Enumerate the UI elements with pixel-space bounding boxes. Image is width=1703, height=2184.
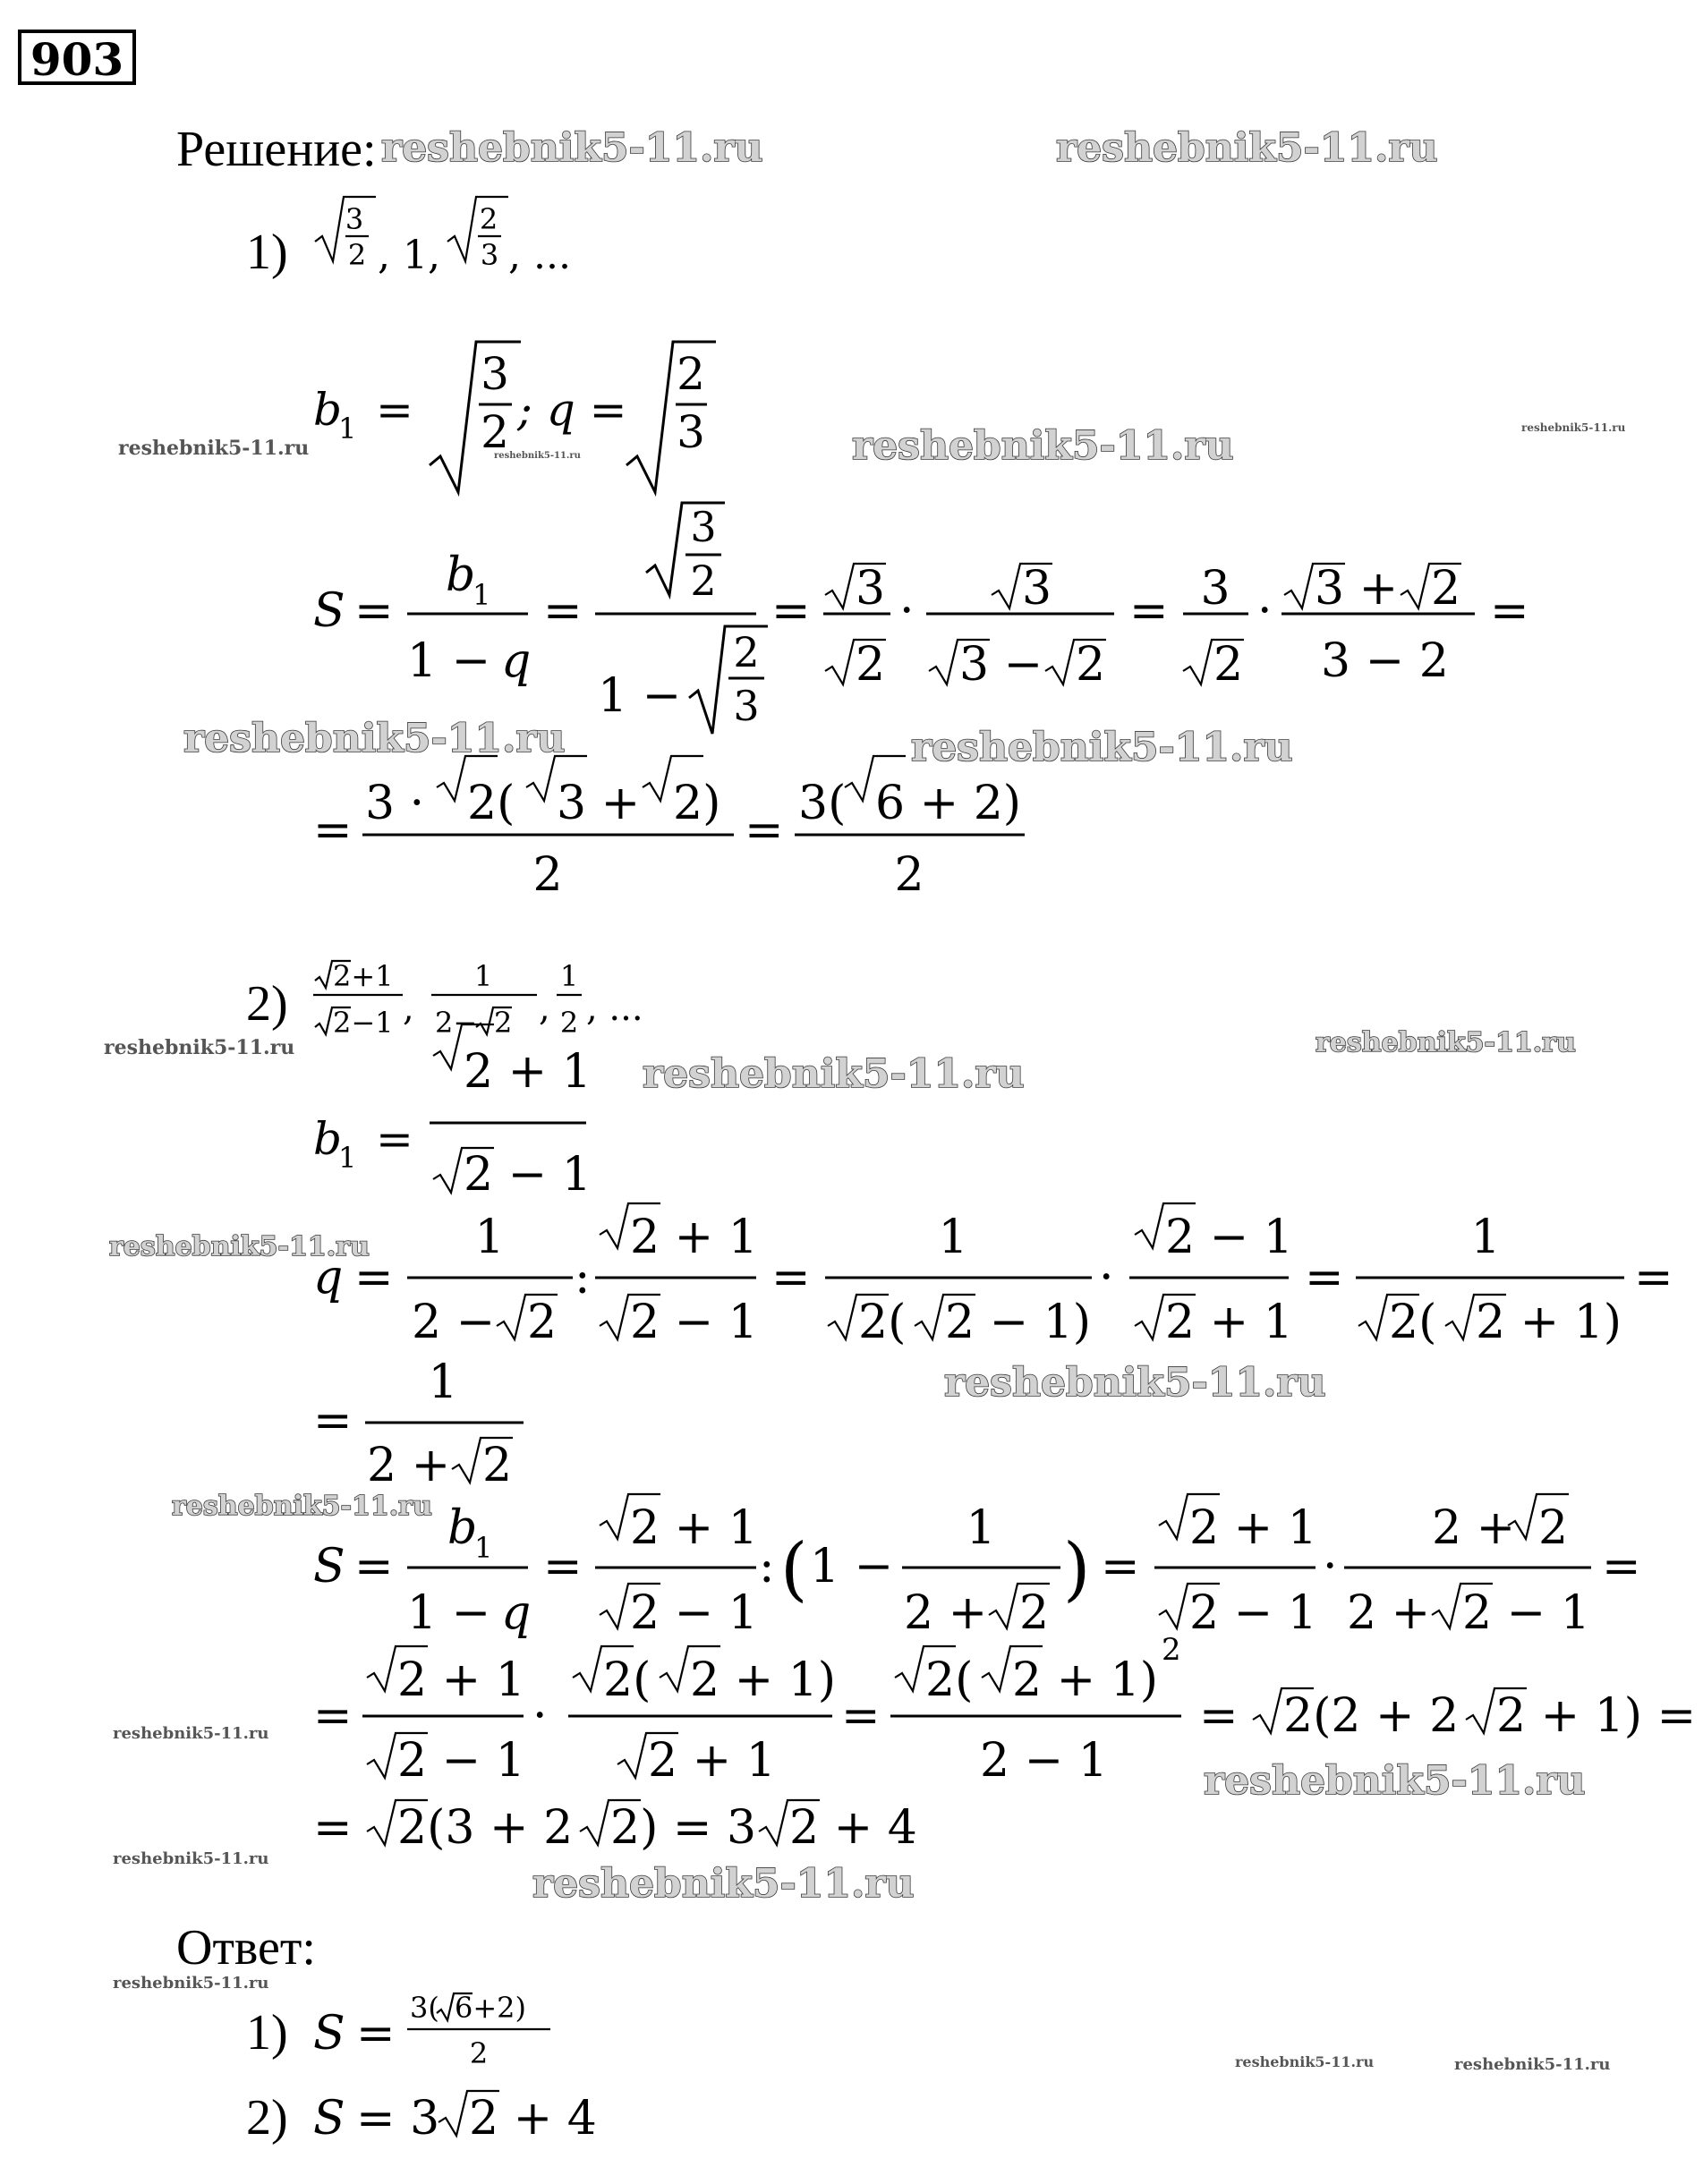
svg-text:S: S xyxy=(313,584,345,638)
svg-text:2: 2 xyxy=(1538,1501,1569,1555)
svg-text:1: 1 xyxy=(473,959,493,993)
svg-text:1 −: 1 − xyxy=(407,1586,491,1640)
svg-text:3 +: 3 + xyxy=(1315,562,1399,616)
watermark: reshebnik5-11.ru xyxy=(118,437,310,460)
svg-text:3(: 3( xyxy=(410,1991,439,2025)
svg-text:2−: 2− xyxy=(435,1006,478,1040)
watermark: reshebnik5-11.ru xyxy=(172,1491,432,1522)
part1-sum-line1 xyxy=(313,503,1529,734)
svg-text:(: ( xyxy=(780,1529,808,1610)
watermark: reshebnik5-11.ru xyxy=(944,1360,1326,1406)
svg-text:; q =: ; q = xyxy=(517,384,627,436)
watermark: reshebnik5-11.ru xyxy=(381,125,763,171)
svg-text:=: = xyxy=(313,1689,353,1743)
svg-text:2: 2 xyxy=(481,406,509,458)
svg-text:=: = xyxy=(543,584,583,638)
svg-text:2: 2 xyxy=(1213,638,1244,692)
svg-text:·: · xyxy=(1257,584,1273,638)
part1-b1-q xyxy=(313,342,716,492)
svg-text:2(: 2( xyxy=(603,1653,651,1707)
svg-text:2: 2 xyxy=(559,1006,579,1040)
svg-text:2 + 4: 2 + 4 xyxy=(789,1801,917,1855)
svg-text:6 + 2): 6 + 2) xyxy=(875,777,1022,830)
svg-text:b: b xyxy=(447,1501,478,1555)
watermark: reshebnik5-11.ru xyxy=(1521,421,1626,434)
svg-text:, ...: , ... xyxy=(586,988,643,1029)
watermark: reshebnik5-11.ru xyxy=(852,423,1234,469)
watermark: reshebnik5-11.ru xyxy=(183,716,566,761)
svg-text:=: = xyxy=(1490,584,1529,638)
svg-text:q: q xyxy=(313,1251,344,1304)
svg-text:2 + 1: 2 + 1 xyxy=(630,1501,758,1555)
svg-text:3: 3 xyxy=(677,406,705,458)
svg-text:3 +: 3 + xyxy=(557,777,641,830)
svg-text:2−1: 2−1 xyxy=(333,1006,394,1040)
svg-text:2: 2 xyxy=(733,628,760,676)
svg-text:2): 2) xyxy=(673,777,721,830)
problem-number-box xyxy=(20,31,134,86)
svg-text:1: 1 xyxy=(1470,1211,1501,1264)
problem-number: 903 xyxy=(30,33,124,86)
part2-b1 xyxy=(313,1024,592,1202)
svg-text:2: 2 xyxy=(532,848,563,902)
svg-text:, 1,: , 1, xyxy=(378,233,440,278)
part2-q-line2 xyxy=(313,1355,524,1492)
svg-text:b: b xyxy=(313,384,343,436)
svg-text:b: b xyxy=(446,548,476,602)
svg-text:1: 1 xyxy=(938,1211,968,1264)
svg-text:1 −: 1 − xyxy=(810,1540,894,1593)
svg-text:=: = xyxy=(313,1394,353,1448)
svg-text:·: · xyxy=(899,584,915,638)
svg-text:2 +: 2 + xyxy=(1432,1501,1516,1555)
svg-text:2 − 1: 2 − 1 xyxy=(397,1734,525,1788)
svg-text:,: , xyxy=(403,988,414,1029)
svg-text:2: 2 xyxy=(677,348,705,400)
svg-text:2: 2 xyxy=(494,1006,513,1040)
svg-text:3: 3 xyxy=(345,202,364,236)
svg-text:=: = xyxy=(543,1540,583,1593)
svg-text:=: = xyxy=(354,584,394,638)
svg-text:2 +: 2 + xyxy=(904,1586,988,1640)
svg-text:2 + 4: 2 + 4 xyxy=(469,2092,597,2146)
svg-text:=: = xyxy=(354,1540,394,1593)
svg-text:1: 1 xyxy=(559,959,579,993)
svg-text:): ) xyxy=(1063,1529,1091,1610)
watermark: reshebnik5-11.ru xyxy=(113,1849,269,1868)
svg-text:S: S xyxy=(313,1540,345,1593)
part2-sequence xyxy=(246,959,643,1040)
svg-text::: : xyxy=(759,1540,775,1593)
svg-text:=: = xyxy=(376,384,413,436)
svg-text:2: 2 xyxy=(1076,638,1106,692)
svg-text:3 −: 3 − xyxy=(959,638,1043,692)
svg-text:=: = xyxy=(1634,1251,1673,1304)
svg-text:2: 2 xyxy=(469,2036,489,2070)
svg-text:1: 1 xyxy=(473,578,491,612)
svg-text:2 − 1): 2 − 1) xyxy=(945,1296,1092,1349)
svg-text:2: 2 xyxy=(1431,562,1461,616)
watermark: reshebnik5-11.ru xyxy=(113,1724,269,1743)
svg-text:2 + 1: 2 + 1 xyxy=(464,1045,592,1099)
svg-text:3: 3 xyxy=(690,503,717,551)
svg-text:1: 1 xyxy=(338,1141,357,1175)
svg-text:2 + 1) =: 2 + 1) = xyxy=(1496,1689,1697,1743)
svg-text:2 − 1: 2 − 1 xyxy=(980,1734,1108,1788)
svg-text:2 + 1: 2 + 1 xyxy=(397,1653,525,1707)
svg-text:·: · xyxy=(532,1689,548,1743)
svg-text:=: = xyxy=(354,1251,394,1304)
svg-text:3: 3 xyxy=(1200,562,1230,616)
watermark: reshebnik5-11.ru xyxy=(1316,1027,1576,1058)
part2-q-line1 xyxy=(313,1203,1673,1349)
svg-text:2(: 2( xyxy=(858,1296,907,1349)
part1-sum-line2 xyxy=(313,756,1025,902)
svg-text:2: 2 xyxy=(690,557,717,605)
part2-label: 2) xyxy=(246,976,288,1032)
svg-text:=: = xyxy=(1305,1251,1344,1304)
svg-text:=: = xyxy=(771,584,811,638)
svg-text:3 ·: 3 · xyxy=(365,777,425,830)
answer-1 xyxy=(246,1991,550,2070)
svg-text:2: 2 xyxy=(479,202,498,236)
svg-text:3: 3 xyxy=(480,238,499,272)
svg-text:b: b xyxy=(313,1113,343,1165)
svg-text:1: 1 xyxy=(966,1501,996,1555)
svg-text:2(: 2( xyxy=(467,777,515,830)
svg-text:2 +: 2 + xyxy=(367,1439,451,1492)
watermark: reshebnik5-11.ru xyxy=(113,1974,269,1993)
svg-text:2: 2 xyxy=(1162,1632,1181,1668)
svg-text:1: 1 xyxy=(428,1355,458,1409)
svg-text:=: = xyxy=(356,2007,396,2061)
svg-text:2 + 1): 2 + 1) xyxy=(1476,1296,1622,1349)
answer-1-label: 1) xyxy=(246,2005,288,2061)
svg-text:2(3 + 2: 2(3 + 2 xyxy=(397,1801,574,1855)
watermark: reshebnik5-11.ru xyxy=(104,1036,295,1059)
svg-text:·: · xyxy=(1323,1540,1338,1593)
svg-text:=: = xyxy=(313,1801,353,1855)
svg-text:2 − 1: 2 − 1 xyxy=(630,1586,758,1640)
svg-text:3: 3 xyxy=(481,348,509,400)
solution-label: Решение: xyxy=(176,122,377,177)
watermark: reshebnik5-11.ru xyxy=(911,725,1293,770)
part1-sequence xyxy=(246,197,571,280)
svg-text:2 + 1: 2 + 1 xyxy=(630,1211,758,1264)
watermark: reshebnik5-11.ru xyxy=(532,1861,915,1907)
svg-text:2 + 1: 2 + 1 xyxy=(1165,1296,1293,1349)
watermark: reshebnik5-11.ru xyxy=(643,1051,1025,1097)
svg-text:2 − 1: 2 − 1 xyxy=(1462,1586,1590,1640)
svg-text:S: S xyxy=(313,2092,345,2146)
svg-text:2: 2 xyxy=(482,1439,513,1492)
svg-text:3: 3 xyxy=(856,562,886,616)
svg-text:=: = xyxy=(1101,1540,1140,1593)
svg-text:1: 1 xyxy=(338,412,357,446)
watermark: reshebnik5-11.ru xyxy=(1454,2055,1611,2074)
svg-text:2: 2 xyxy=(347,238,367,272)
svg-text:3: 3 xyxy=(1022,562,1052,616)
svg-text:2 − 1: 2 − 1 xyxy=(464,1148,592,1202)
answer-label: Ответ: xyxy=(176,1920,316,1976)
answer-2-label: 2) xyxy=(246,2090,288,2146)
svg-text:,: , xyxy=(539,988,550,1029)
svg-text:2 +: 2 + xyxy=(1347,1586,1431,1640)
watermark: reshebnik5-11.ru xyxy=(1235,2053,1375,2070)
svg-text:·: · xyxy=(1099,1251,1114,1304)
svg-text:=: = xyxy=(1129,584,1169,638)
svg-text:2 − 1: 2 − 1 xyxy=(1165,1211,1293,1264)
svg-text:1 −: 1 − xyxy=(407,634,491,688)
svg-text:2) = 3: 2) = 3 xyxy=(610,1801,757,1855)
svg-text:2(2 + 2: 2(2 + 2 xyxy=(1283,1689,1460,1743)
svg-text::: : xyxy=(575,1251,591,1304)
svg-text:2 + 1): 2 + 1) xyxy=(1012,1653,1159,1707)
svg-text:2 − 1: 2 − 1 xyxy=(1189,1586,1317,1640)
svg-text:2: 2 xyxy=(1019,1586,1050,1640)
watermark: reshebnik5-11.ru xyxy=(494,451,581,461)
svg-text:2: 2 xyxy=(527,1296,558,1349)
svg-text:= 3: = 3 xyxy=(356,2092,440,2146)
svg-text:3: 3 xyxy=(733,682,760,730)
svg-text:3 − 2: 3 − 2 xyxy=(1321,634,1449,688)
svg-text:3(: 3( xyxy=(798,777,847,830)
svg-text:=: = xyxy=(376,1113,413,1165)
svg-text:2 + 1: 2 + 1 xyxy=(648,1734,776,1788)
watermark: reshebnik5-11.ru xyxy=(1056,125,1438,171)
svg-text:2: 2 xyxy=(894,848,924,902)
svg-text:=: = xyxy=(1199,1689,1239,1743)
svg-text:q: q xyxy=(501,1586,532,1640)
svg-text:=: = xyxy=(745,803,784,857)
svg-text:2+1: 2+1 xyxy=(333,959,394,993)
svg-text:2 − 1: 2 − 1 xyxy=(630,1296,758,1349)
part1-label: 1) xyxy=(246,225,288,280)
svg-text:=: = xyxy=(771,1251,811,1304)
answer-2 xyxy=(246,2090,597,2146)
svg-text:2 + 1): 2 + 1) xyxy=(690,1653,837,1707)
svg-text:q: q xyxy=(501,634,532,688)
svg-text:1: 1 xyxy=(474,1531,493,1565)
svg-text:1 −: 1 − xyxy=(598,669,682,723)
svg-text:2: 2 xyxy=(856,638,886,692)
watermark: reshebnik5-11.ru xyxy=(109,1231,370,1262)
svg-text:, ...: , ... xyxy=(508,233,571,278)
svg-text:1: 1 xyxy=(474,1211,505,1264)
svg-text:=: = xyxy=(313,803,353,857)
svg-text:2(: 2( xyxy=(925,1653,974,1707)
svg-text:2(: 2( xyxy=(1389,1296,1437,1349)
part2-sum-line1 xyxy=(313,1494,1641,1640)
svg-text:2 −: 2 − xyxy=(412,1296,496,1349)
svg-text:=: = xyxy=(1602,1540,1641,1593)
svg-text:S: S xyxy=(313,2007,345,2061)
svg-text:6+2): 6+2) xyxy=(455,1991,527,2025)
watermark: reshebnik5-11.ru xyxy=(1204,1758,1586,1804)
part2-sum-line3 xyxy=(313,1800,917,1855)
svg-text:=: = xyxy=(841,1689,881,1743)
svg-text:2 + 1: 2 + 1 xyxy=(1189,1501,1317,1555)
